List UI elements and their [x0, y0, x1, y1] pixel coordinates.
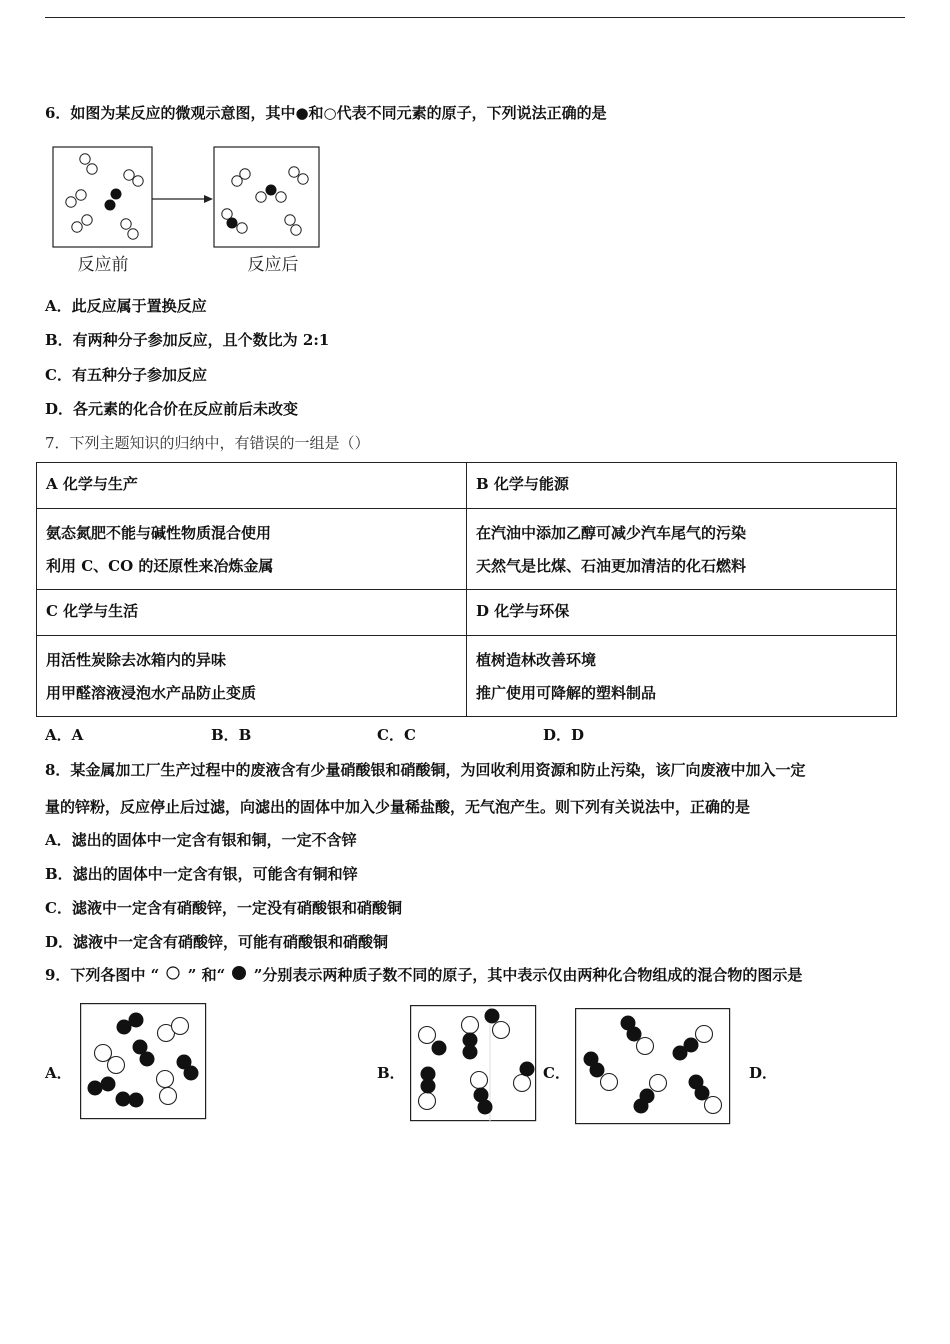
- q6-option-d[interactable]: D．各元素的化合价在反应前后未改变: [45, 400, 299, 418]
- cell-d-line-1: 植树造林改善环境: [476, 651, 597, 669]
- q9-figure-b: [410, 1005, 538, 1123]
- q9-stem-part-1: 9．下列各图中 “: [45, 966, 160, 984]
- q9-figure-c: [575, 1008, 732, 1126]
- q6-option-a[interactable]: A．此反应属于置换反应: [45, 297, 207, 315]
- cell-body-c: [37, 636, 467, 717]
- cell-c-line-2: 用甲醛溶液浸泡水产品防止变质: [46, 684, 257, 702]
- q9-figure-a: [80, 1003, 208, 1121]
- q8-option-a[interactable]: A．滤出的固体中一定含有银和铜，一定不含锌: [45, 831, 357, 849]
- after-label: 反应后: [247, 255, 299, 275]
- cell-head-b: B 化学与能源: [467, 463, 897, 509]
- cell-b-line-1: 在汽油中添加乙醇可减少汽车尾气的污染: [476, 524, 747, 542]
- q9-option-b[interactable]: B．: [377, 1064, 405, 1082]
- q7-knowledge-table: [36, 462, 897, 717]
- cell-body-b: [467, 509, 897, 590]
- q7-option-d[interactable]: D．D: [543, 726, 585, 744]
- cell-b-line-2: 天然气是比煤、石油更加清洁的化石燃料: [476, 557, 747, 575]
- q9-option-a[interactable]: A．: [45, 1064, 72, 1082]
- q9-option-d[interactable]: D．: [749, 1064, 778, 1082]
- cell-body-a: [37, 509, 467, 590]
- q8-stem-line-1: 8．某金属加工厂生产过程中的废液含有少量硝酸银和硝酸铜，为回收利用资源和防止污染，该厂向废液中加入一定: [45, 761, 806, 779]
- q7-stem: 7．下列主题知识的归纳中，有错误的一组是（）: [45, 434, 370, 452]
- q6-option-c[interactable]: C．有五种分子参加反应: [45, 366, 207, 384]
- cell-head-c: C 化学与生活: [37, 590, 467, 636]
- cell-d-line-2: 推广使用可降解的塑料制品: [476, 684, 657, 702]
- q6-stem: 6．如图为某反应的微观示意图，其中●和○代表不同元素的原子，下列说法正确的是: [45, 104, 607, 122]
- q8-stem-line-2: 量的锌粉，反应停止后过滤，向滤出的固体中加入少量稀盐酸，无气泡产生。则下列有关说法中，正确的是: [45, 798, 751, 816]
- q7-option-c[interactable]: C．C: [377, 726, 416, 744]
- q8-option-b[interactable]: B．滤出的固体中一定含有银，可能含有铜和锌: [45, 865, 358, 883]
- cell-body-d: [467, 636, 897, 717]
- header-rule: [45, 17, 905, 18]
- q7-option-b[interactable]: B．B: [211, 726, 252, 744]
- q8-option-d[interactable]: D．滤液中一定含有硝酸锌，可能有硝酸银和硝酸铜: [45, 933, 389, 951]
- q9-option-c[interactable]: C．: [543, 1064, 570, 1082]
- cell-a-line-2: 利用 C、CO 的还原性来冶炼金属: [46, 557, 274, 575]
- cell-a-line-1: 氨态氮肥不能与碱性物质混合使用: [46, 524, 272, 542]
- q8-option-c[interactable]: C．滤液中一定含有硝酸锌，一定没有硝酸银和硝酸铜: [45, 899, 402, 917]
- cell-c-line-1: 用活性炭除去冰箱内的异味: [46, 651, 227, 669]
- q6-reaction-diagram: [45, 140, 345, 280]
- before-label: 反应前: [77, 255, 129, 275]
- cell-head-d: D 化学与环保: [467, 590, 897, 636]
- cell-head-a: A 化学与生产: [37, 463, 467, 509]
- arrow-icon: [204, 195, 213, 203]
- q7-option-a[interactable]: A．A: [45, 726, 84, 744]
- hollow-atom-icon: [165, 965, 183, 983]
- q9-stem-part-2: ” 和“: [187, 966, 226, 984]
- q9-stem-part-3: ”分别表示两种质子数不同的原子，其中表示仅由两种化合物组成的混合物的图示是: [253, 966, 803, 984]
- q6-option-b[interactable]: B．有两种分子参加反应，且个数比为 2:1: [45, 331, 330, 349]
- solid-atom-icon: [230, 965, 248, 983]
- q9-stem: [45, 964, 802, 985]
